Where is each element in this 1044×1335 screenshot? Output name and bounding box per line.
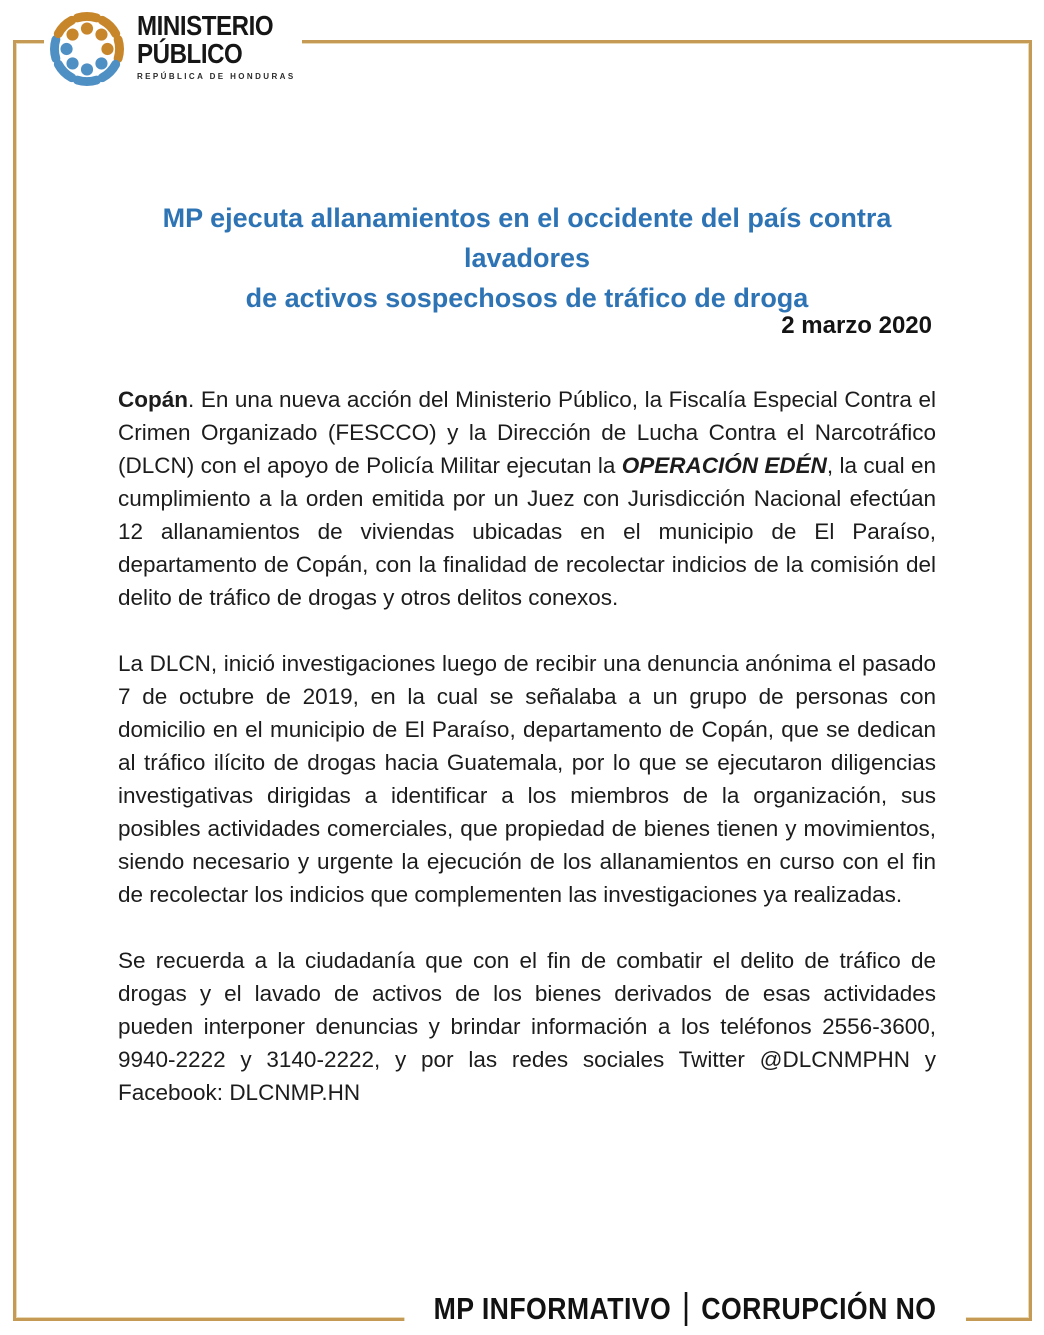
article-body [118,383,936,1142]
paragraph: Se recuerda a la ciudadanía que con el fin de combatir el delito de tráfico de drogas y el lavado de activos de los bienes derivados de esas actividades pueden interponer denuncias y brindar información a los teléfonos 2556-3600, 9940-2222 y 3140-2222, y por las redes sociales Twitter @DLCNMPHN y Facebook: DLCNMP.HN [118,948,936,1105]
logo-wordmark [137,0,296,81]
logo-subtitle: REPÚBLICA DE HONDURAS [137,72,296,81]
paragraph: La DLCN, inició investigaciones luego de recibir una denuncia anónima el pasado 7 de octubre de 2019, en la cual se señalaba a un grupo de personas con domicilio en el municipio de El Paraíso, departamento de Copán, que se dedican al tráfico ilícito de drogas hacia Guatemala, por lo que se ejecutaron diligencias investigativas dirigidas a identificar a los miembros de la organización, sus posibles actividades comerciales, que propiedad de bienes tienen y movimientos, siendo necesario y urgente la ejecución de los allanamientos en curso con el fin de recolectar los indicios que complementen las investigaciones ya realizadas. [118,651,936,907]
paragraph: Copán. En una nueva acción del Ministerio Público, la Fiscalía Especial Contra el Crimen Organizado (FESCCO) y la Dirección de Lucha Contra el Narcotráfico (DLCN) con el apoyo de Policía Militar ejecutan la OPERACIÓN EDÉN, la cual en cumplimiento a la orden emitida por un Juez con Jurisdicción Nacional efectúan 12 allanamientos de viviendas ubicadas en el municipio de El Paraíso, departamento de Copán, con la finalidad de recolectar indicios de la comisión del delito de tráfico de drogas y otros delitos conexos. [118,387,937,610]
article-title [118,198,936,318]
footer-banner [405,1289,966,1329]
ministerio-publico-logo [44,0,302,102]
article-title-line2: de activos sospechosos de tráfico de droga [245,283,809,313]
article-date: 2 marzo 2020 [781,312,932,339]
logo-org-line2: PÚBLICO [137,38,243,69]
footer-right-label: CORRUPCIÓN NO [701,1291,937,1326]
people-circle-logo-icon [44,6,130,92]
footer-separator [685,1292,688,1326]
footer-left-label: MP INFORMATIVO [433,1291,672,1326]
article-title-line1: MP ejecuta allanamientos en el occidente del país contra lavadores [162,203,892,273]
logo-org-line1: MINISTERIO [137,10,274,41]
